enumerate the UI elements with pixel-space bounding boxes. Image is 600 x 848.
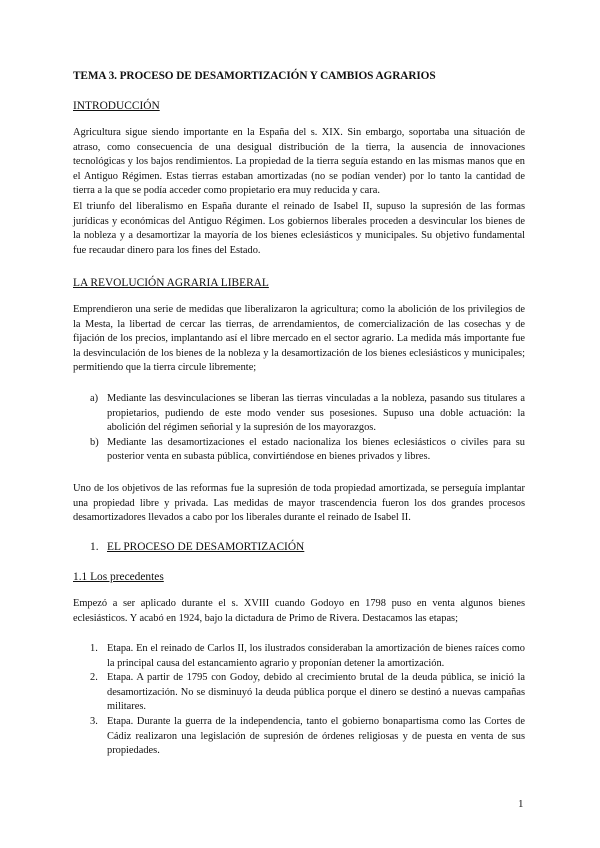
page-number: 1 [518,798,524,810]
precedentes-paragraph: Empezó a ser aplicado durante el s. XVIII cuando Godoyo en 1798 puso en venta algunos bienes eclesiásticos. Y acabó en 1924, bajo la dictadura de Primo de Rivera. Destacamos las etapas; [73,598,525,624]
list-item-text: Mediante las desvinculaciones se liberan las tierras vinculadas a la nobleza, pasando sus titulares a propietarios, pudiendo de este modo vender sus posesiones. Supuso una doble actuación: la abolición del régimen señorial y la supresión de los mayorazgos. [107,393,525,434]
revolucion-heading: LA REVOLUCIÓN AGRARIA LIBERAL [73,277,269,289]
proceso-heading [90,541,304,553]
list-marker: 1. [90,643,98,654]
list-item [73,392,525,436]
revolucion-paragraph-2: Uno de los objetivos de las reformas fue la supresión de toda propiedad amortizada, se perseguía implantar una propiedad libre y privada. Las medidas de mayor trascendencia fueron los dos grandes procesos desamortizadores llevados a cabo por los liberales durante el reinado de Isabel II. [73,483,525,524]
list-item-text: Etapa. A partir de 1795 con Godoy, debido al crecimiento brutal de la deuda pública, se inició la desamortización. No se disminuyó la deuda pública porque el dinero se destinó a nuevas campañas militares. [107,672,525,713]
list-marker: 3. [90,715,98,727]
intro-heading: INTRODUCCIÓN [73,100,160,112]
list-item-text: Mediante las desamortizaciones el estado nacionaliza los bienes eclesiásticos o civiles para su posterior venta en subasta pública, convirtiéndose en bienes privados y libres. [107,436,525,463]
revolucion-list [73,392,525,465]
precedentes-heading: 1.1 Los precedentes [73,571,164,583]
list-item [73,642,525,671]
proceso-title: EL PROCESO DE DESAMORTIZACIÓN [107,541,305,553]
list-item [73,715,525,759]
revolucion-paragraph-1: Emprendieron una serie de medidas que liberalizaron la agricultura; como la abolición de los privilegios de la Mesta, la libertad de cercar las tierras, de arrendamientos, de comercialización de las cosechas y de fijación de los precios, implantando así el libre mercado en el sector agrario. La medida más importante fue la desvinculación de los bienes de la nobleza y la desamortización de los bienes eclesiásticos y municipales; permitiendo que la tierra circule libremente; [73,304,525,374]
list-item-text: Etapa. En el reinado de Carlos II, los ilustrados consideraban la amortización de bienes raíces como la principal causa del estancamiento agrario y proponían detener la amortización. [107,643,525,669]
list-marker: b) [90,436,99,448]
proceso-number: 1. [90,541,99,553]
list-item [73,671,525,715]
etapas-list [73,642,525,759]
list-marker: 2. [90,672,98,684]
document-title: TEMA 3. PROCESO DE DESAMORTIZACIÓN Y CAMBIOS AGRARIOS [73,70,436,82]
list-item [73,436,525,465]
intro-paragraph-2: El triunfo del liberalismo en España durante el reinado de Isabel II, supuso la supresión de las formas jurídicas y económicas del Antiguo Régimen. Los gobiernos liberales proceden a desvincular los bienes de la nobleza y a desamortizar la mayoría de los bienes eclesiásticos y municipales. Su objetivo fundamental fue recaudar dinero para los fines del Estado. [73,201,525,256]
list-marker: a) [90,393,99,404]
list-item-text: Etapa. Durante la guerra de la independencia, tanto el gobierno bonapartisma como las Cortes de Cádiz realizaron una legislación de supresión de órdenes religiosas y de puesta en venta de sus propiedades. [107,715,525,757]
intro-paragraph-1: Agricultura sigue siendo importante en la España del s. XIX. Sin embargo, soportaba una situación de atraso, como consecuencia de una desigual distribución de la tierra, la ausencia de innovaciones tecnológicas y los bajos rendimientos. La propiedad de la tierra seguía estando en las mismas manos que en el Antiguo Régimen. Estas tierras estaban amortizadas (no se podían vender) por lo tanto la cantidad de tierra a la que se podía acceder como propietario era muy reducida y cara. [73,127,525,197]
